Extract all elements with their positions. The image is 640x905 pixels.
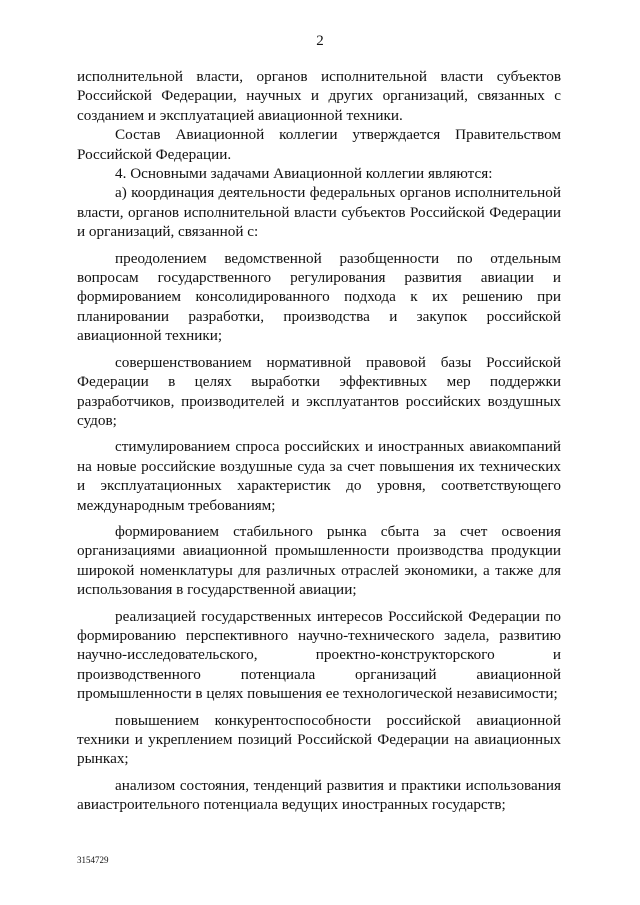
document-body xyxy=(77,67,561,815)
list-item-legal-framework: совершенствованием нормативной правовой базы Российской Федерации в целях выработки эффективных мер поддержки разработчиков, производителей и эксплуатантов российских воздушных судов; xyxy=(77,353,561,429)
document-id: 3154729 xyxy=(77,855,109,865)
page-number: 2 xyxy=(316,33,324,49)
paragraph-tasks-heading: 4. Основными задачами Авиационной коллегии являются: xyxy=(115,165,493,183)
paragraph-continuation: исполнительной власти, органов исполнительной власти субъектов Российской Федерации, научных и других организаций, связанных с созданием и эксплуатацией авиационной техники. xyxy=(77,68,561,124)
list-item-foreign-analysis: анализом состояния, тенденций развития и практики использования авиастроительного потенциала ведущих иностранных государств; xyxy=(77,776,561,814)
list-item-departmental-fragmentation: преодолением ведомственной разобщенности по отдельным вопросам государственного регулирования развития авиации и формированием консолидированного подхода к их решению при планировании разработки, производства и закупок российской авиационной техники; xyxy=(77,249,561,345)
paragraph-composition: Состав Авиационной коллегии утверждается Правительством Российской Федерации. xyxy=(77,126,561,163)
list-item-competitiveness: повышением конкурентоспособности российской авиационной техники и укреплением позиций Российской Федерации на авиационных рынках; xyxy=(77,711,561,768)
list-item-demand-stimulation: стимулированием спроса российских и иностранных авиакомпаний на новые российские воздушные суда за счет повышения их технических и эксплуатационных характеристик до уровня, соответствующего международным требованиям; xyxy=(77,438,561,514)
paragraph-coordination: а) координация деятельности федеральных органов исполнительной власти, органов исполнительной власти субъектов Российской Федерации и организаций, связанной с: xyxy=(77,184,561,241)
list-item-stable-market: формированием стабильного рынка сбыта за счет освоения организациями авиационной промышленности производства продукции широкой номенклатуры для различных отраслей экономики, а также для использования в государственной авиации; xyxy=(77,522,561,599)
list-item-state-interests: реализацией государственных интересов Российской Федерации по формированию перспективного научно-технического задела, развитию научно-исследовательского, проектно-конструкторского и производственного потенциала организаций авиационной промышленности в целях повышения ее технологической независимости; xyxy=(77,607,561,703)
